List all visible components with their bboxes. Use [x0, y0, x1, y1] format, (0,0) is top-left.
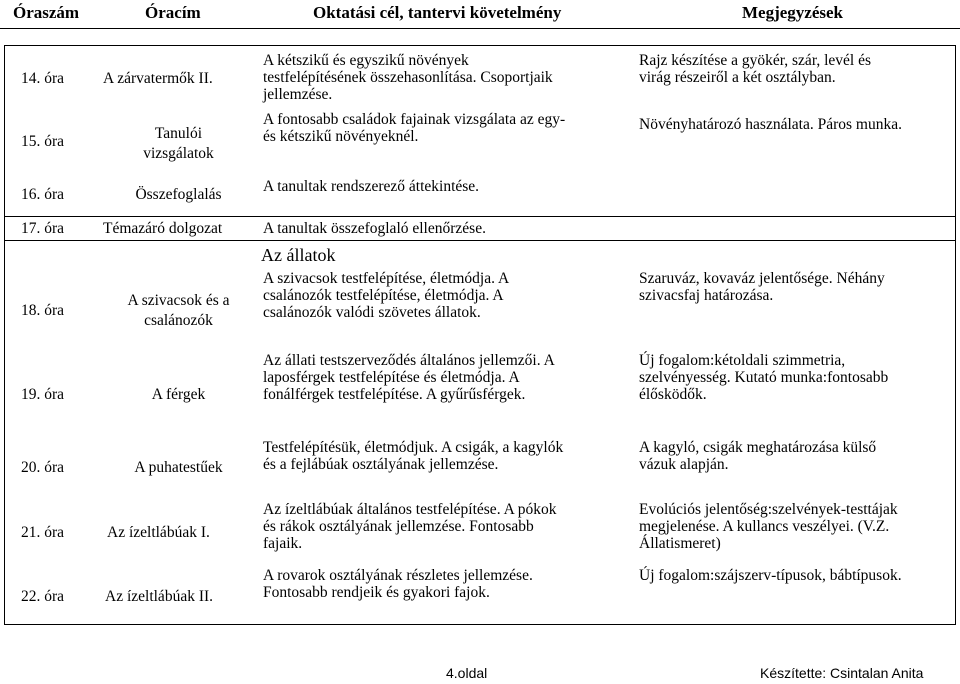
lesson-note-line: Növényhatározó használata. Páros munka. — [639, 116, 902, 133]
lesson-title: Összefoglalás — [135, 186, 222, 203]
row-divider — [5, 240, 955, 241]
lesson-goal-line: A rovarok osztályának részletes jellemzése. — [263, 567, 533, 584]
lesson-number: 15. óra — [21, 133, 65, 150]
lesson-goal-line: fonálférgek testfelépítése. A gyűrűsférgek. — [263, 386, 526, 403]
lesson-note-line: szelvényesség. Kutató munka:fontosabb — [639, 369, 889, 386]
lesson-number: 22. óra — [21, 588, 65, 605]
lesson-title: A férgek — [151, 386, 206, 403]
header-col-number: Óraszám — [13, 3, 80, 22]
lesson-goal-line: Fontosabb rendjeik és gyakori fajok. — [263, 584, 490, 601]
lesson-goal-line: A szivacsok testfelépítése, életmódja. A — [263, 270, 510, 287]
lesson-number: 20. óra — [21, 459, 65, 476]
lesson-number: 17. óra — [21, 220, 65, 237]
lesson-goal-line: csalánozók testfelépítése, életmódja. A — [263, 287, 504, 304]
lesson-note-line: Szaruváz, kovaváz jelentősége. Néhány — [639, 270, 885, 287]
lesson-goal-line: jellemzése. — [263, 86, 333, 103]
lesson-title-line: csalánozók — [144, 312, 213, 329]
lesson-goal-line: Az ízeltlábúak általános testfelépítése. A pókok — [263, 501, 557, 518]
lesson-goal-line: és a fejlábúak osztályának jellemzése. — [263, 456, 499, 473]
lesson-note-line: megjelenése. A kullancs veszélyei. (V.Z. — [639, 518, 890, 535]
lesson-note-line: szivacsfaj határozása. — [639, 287, 774, 304]
lesson-title: Az ízeltlábúak I. — [107, 524, 210, 541]
lesson-title: Témazáró dolgozat — [103, 220, 223, 237]
lesson-goal-line: csalánozók valódi szövetes állatok. — [263, 304, 481, 321]
table-header — [0, 0, 960, 29]
lesson-note-line: virág részeiről a két osztályban. — [639, 69, 836, 86]
lesson-goal-line: és kétszikű növényeknél. — [263, 128, 419, 145]
lesson-number: 14. óra — [21, 70, 65, 87]
lesson-goal-line: testfelépítésének összehasonlítása. Csoportjaik — [263, 69, 553, 86]
header-col-title: Óracím — [145, 3, 201, 22]
lesson-goal-line: fajaik. — [263, 535, 303, 552]
lesson-goal-line: Az állati testszerveződés általános jellemzői. A — [263, 352, 555, 369]
lesson-note-line: vázuk alapján. — [639, 456, 729, 473]
lesson-goal-line: A tanultak rendszerező áttekintése. — [263, 178, 480, 195]
lesson-title: A zárvatermők II. — [103, 70, 213, 87]
lesson-title: A puhatestűek — [134, 459, 223, 476]
lesson-goal-line: Testfelépítésük, életmódjuk. A csigák, a kagylók — [263, 439, 564, 456]
lesson-note-line: A kagyló, csigák meghatározása külső — [639, 439, 877, 456]
page-number: 4.oldal — [446, 665, 488, 681]
lesson-number: 21. óra — [21, 524, 65, 541]
lesson-goal-line: laposférgek testfelépítése és életmódja. A — [263, 369, 520, 386]
lesson-table — [4, 45, 956, 625]
lesson-number: 16. óra — [21, 186, 65, 203]
lesson-title-line: vizsgálatok — [143, 145, 214, 162]
lesson-title-line: A szivacsok és a — [127, 292, 230, 309]
lesson-title-line: Tanulói — [154, 125, 203, 142]
lesson-note-line: élősködők. — [639, 386, 707, 403]
lesson-goal-line: A tanultak összefoglaló ellenőrzése. — [263, 220, 486, 237]
lesson-goal-line: A fontosabb családok fajainak vizsgálata az egy- — [263, 111, 566, 128]
lesson-note-line: Új fogalom:kétoldali szimmetria, — [639, 352, 846, 369]
lesson-note-line: Új fogalom:szájszerv-típusok, bábtípusok. — [639, 567, 902, 584]
lesson-note-line: Evolúciós jelentőség:szelvények-testtájak — [639, 501, 898, 518]
header-col-goal: Oktatási cél, tantervi követelmény — [313, 3, 562, 22]
lesson-note-line: Állatismeret) — [639, 535, 721, 552]
lesson-number: 19. óra — [21, 386, 65, 403]
lesson-goal-line: A kétszikű és egyszikű növények — [263, 52, 469, 69]
row-divider — [5, 216, 955, 217]
lesson-number: 18. óra — [21, 302, 65, 319]
lesson-title: Az ízeltlábúak II. — [105, 588, 214, 605]
lesson-note-line: Rajz készítése a gyökér, szár, levél és — [639, 52, 872, 69]
author-credit: Készítette: Csintalan Anita — [760, 665, 924, 681]
header-col-notes: Megjegyzések — [742, 3, 844, 22]
lesson-goal-line: és rákok osztályának jellemzése. Fontosabb — [263, 518, 534, 535]
section-heading: Az állatok — [261, 245, 336, 265]
